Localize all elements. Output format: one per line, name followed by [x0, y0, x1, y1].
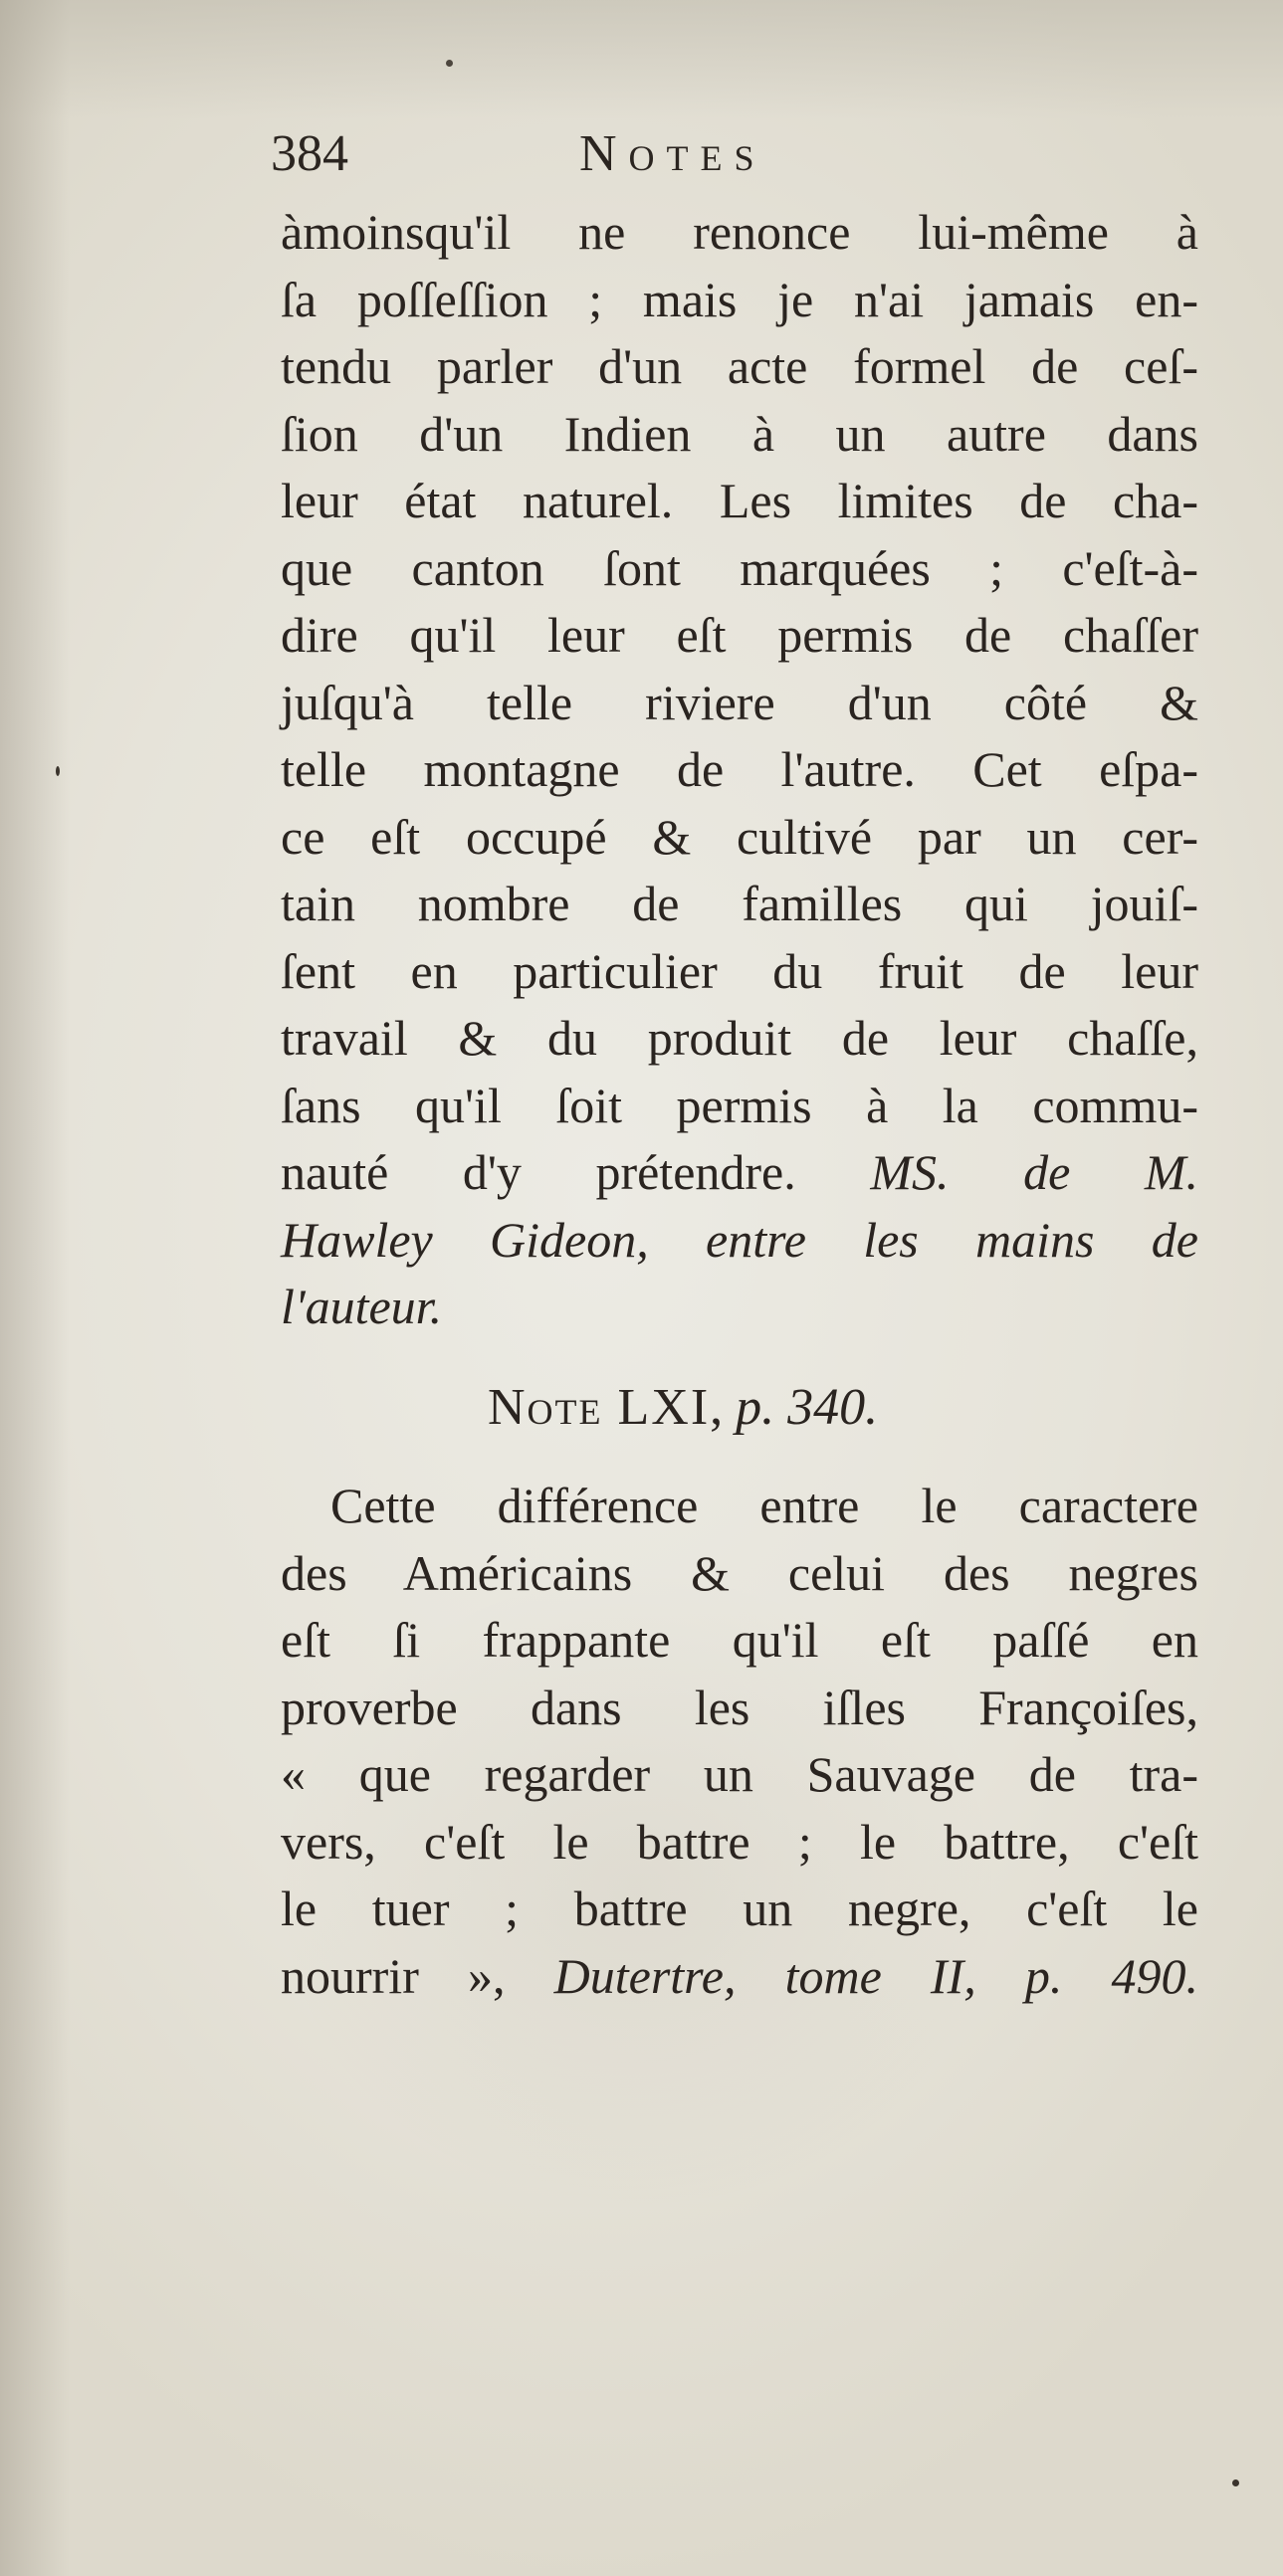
text-line: le tuer ; battre un negre, c'eſt le [281, 1881, 1198, 1936]
text-line-with-citation [281, 1139, 1198, 1207]
text-line: tain nombre de familles qui jouiſ- [281, 876, 1198, 931]
text-line-with-citation [281, 1943, 1198, 2011]
paragraph-continued [281, 199, 1198, 1341]
citation: MS. de M. [870, 1144, 1198, 1200]
running-title: Notes [579, 125, 766, 182]
text-line: telle montagne de l'autre. Cet eſpa- [281, 741, 1198, 797]
text-line: eſt ſi frappante qu'il eſt paſſé en [281, 1612, 1198, 1668]
text-line: leur état naturel. Les limites de cha- [281, 473, 1198, 528]
text-line: dire qu'il leur eſt permis de chaſſer [281, 607, 1198, 663]
text-line: des Américains & celui des negres [281, 1544, 1198, 1601]
text-line: Cette différence entre le caractere [330, 1478, 1198, 1533]
text-line: ſion d'un Indien à un autre dans [281, 405, 1198, 462]
citation: Dutertre, tome II, p. 490. [553, 1947, 1198, 2004]
note-page-ref: p. 340. [736, 1379, 879, 1436]
text-line: ce eſt occupé & cultivé par un cer- [281, 808, 1198, 865]
note-heading [488, 1373, 1184, 1443]
text-line: ſa poſſeſſion ; mais je n'ai jamais en- [281, 271, 1198, 327]
text-line: juſqu'à telle riviere d'un côté & [281, 674, 1198, 730]
text-fragment: nourrir », [281, 1947, 506, 2004]
citation-line: l'auteur. [281, 1279, 443, 1334]
note-separator: , [710, 1379, 737, 1436]
paper-speck [1232, 2479, 1239, 2486]
page-number: 384 [271, 125, 348, 182]
text-line: travail & du produit de leur chaſſe, [281, 1010, 1198, 1066]
text-line: tendu parler d'un acte formel de ceſ- [281, 338, 1198, 394]
note-label: Note LXI [488, 1379, 711, 1436]
text-fragment: nauté d'y prétendre. [281, 1144, 796, 1200]
note-paragraph [281, 1473, 1198, 2010]
text-line: que canton ſont marquées ; c'eſt-à- [281, 539, 1198, 596]
paper-speck [446, 60, 453, 67]
text-line: proverbe dans les iſles Françoiſes, [281, 1679, 1198, 1735]
text-line: ſans qu'il ſoit permis à la commu- [281, 1077, 1198, 1133]
paper-speck [56, 766, 60, 776]
page-header [271, 119, 1127, 189]
text-line: àmoinsqu'il ne renonce lui-même à [281, 204, 1198, 260]
text-line: ſent en particulier du fruit de leur [281, 942, 1198, 999]
citation-line: Hawley Gideon, entre les mains de [281, 1211, 1198, 1268]
text-line: « que regarder un Sauvage de tra- [281, 1746, 1198, 1802]
text-line: vers, c'eſt le battre ; le battre, c'eſt [281, 1813, 1198, 1870]
